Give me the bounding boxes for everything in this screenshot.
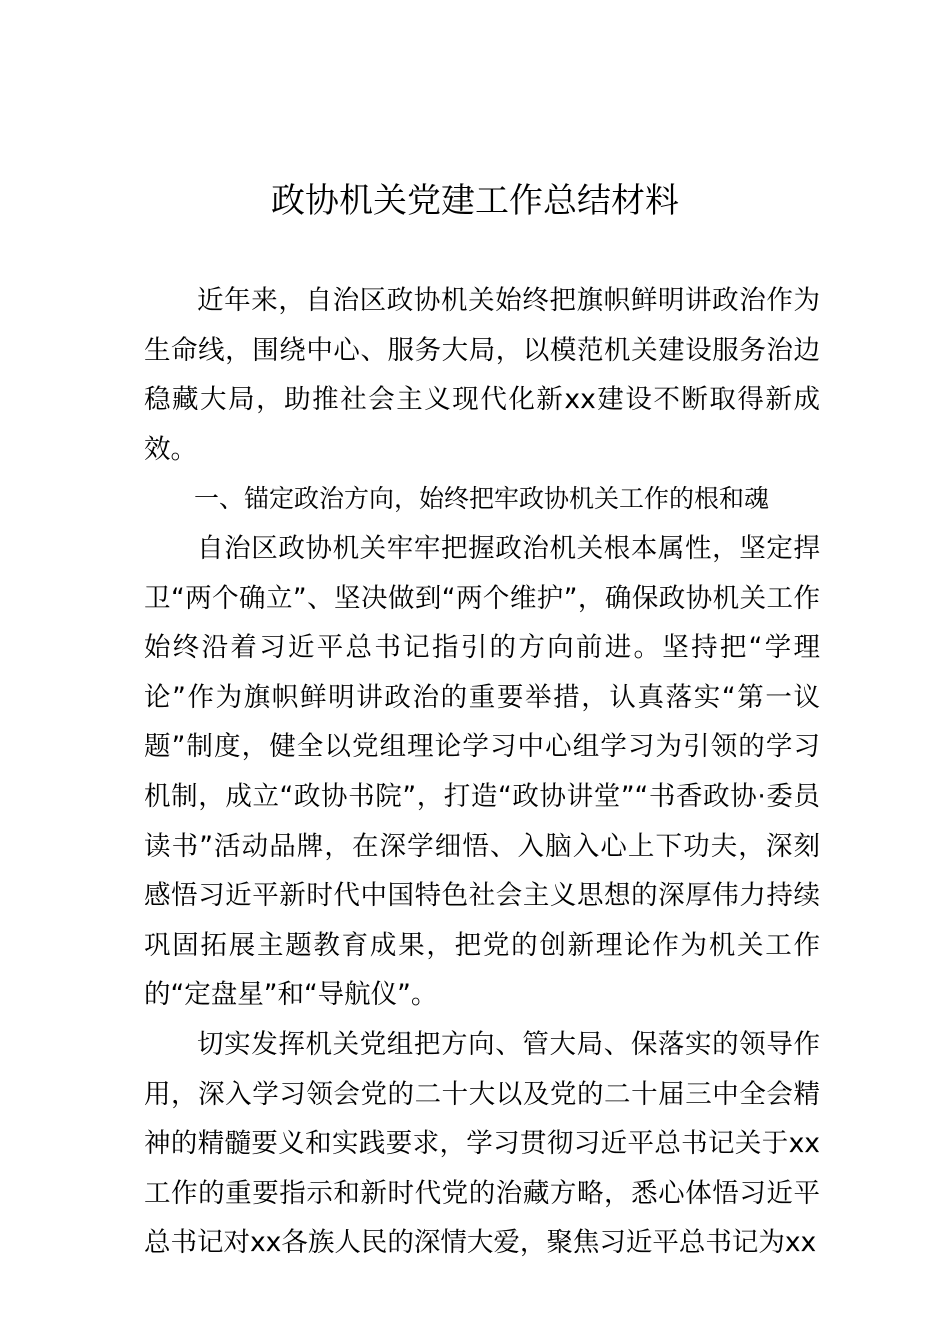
section-1-paragraph-1: 自治区政协机关牢牢把握政治机关根本属性，坚定捍卫“两个确立”、坚决做到“两个维护”，确保政协机关工作始终沿着习近平总书记指引的方向前进。坚持把“学理论”作为旗帜鲜明讲政治的重要举措，认真落实“第一议题”制度，健全以党组理论学习中心组学习为引领的学习机制，成立“政协书院”，打造“政协讲堂”“书香政协·委员读书”活动品牌，在深学细悟、入脑入心上下功夫，深刻感悟习近平新时代中国特色社会主义思想的深厚伟力持续巩固拓展主题教育成果，把党的创新理论作为机关工作的“定盘星”和“导航仪”。	[144, 532, 820, 1011]
intro-paragraph: 近年来，自治区政协机关始终把旗帜鲜明讲政治作为生命线，围绕中心、服务大局，以模范机关建设服务治边稳藏大局，助推社会主义现代化新xx建设不断取得新成效。	[144, 285, 820, 465]
document-title: 政协机关党建工作总结材料	[271, 181, 679, 221]
section-1-paragraph-2: 切实发挥机关党组把方向、管大局、保落实的领导作用，深入学习领会党的二十大以及党的二十届三中全会精神的精髓要义和实践要求，学习贯彻习近平总书记关于xx工作的重要指示和新时代党的治藏方略，悉心体悟习近平总书记对xx各族人民的深情大爱，聚焦习近平总书记为xx	[144, 1028, 820, 1259]
section-heading-1: 一、锚定政治方向，始终把牢政协机关工作的根和魂	[194, 484, 770, 514]
document-body	[144, 276, 820, 1268]
